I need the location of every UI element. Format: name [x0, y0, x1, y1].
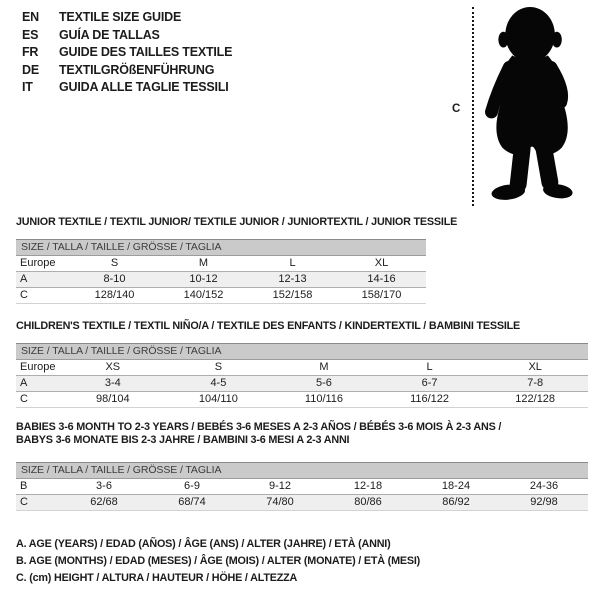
- table-title: BABYS 3-6 MONATE BIS 2-3 JAHRE / BAMBINI 3-6 MESI A 2-3 ANNI: [16, 434, 350, 446]
- babies-textile-table: [16, 421, 588, 511]
- row-label: Europe: [20, 361, 56, 373]
- table-cell: 8-10: [103, 273, 126, 285]
- row-label: C: [20, 496, 28, 508]
- table-cell: 62/68: [90, 496, 118, 508]
- legend-notes: [16, 536, 420, 587]
- row-label: A: [20, 377, 28, 389]
- table-cell: S: [214, 361, 223, 373]
- table-cell: M: [198, 257, 209, 269]
- table-row: [16, 376, 588, 392]
- toddler-silhouette-icon: [478, 2, 600, 210]
- row-label: C: [20, 393, 28, 405]
- table-cell: L: [426, 361, 433, 373]
- table-cell: 6-7: [421, 377, 438, 389]
- language-row: [22, 27, 232, 45]
- table-cell: 128/140: [94, 289, 135, 301]
- row-label: Europe: [20, 257, 56, 269]
- height-measure-dotted-line: [472, 7, 474, 206]
- table-cell: 92/98: [530, 496, 558, 508]
- table-cell: 116/122: [410, 393, 450, 405]
- row-label: C: [20, 289, 28, 301]
- table-cell: 104/110: [198, 393, 238, 405]
- table-cell: M: [319, 361, 329, 373]
- table-cell: 3-4: [104, 377, 121, 389]
- language-row: [22, 44, 232, 62]
- table-title: CHILDREN'S TEXTILE / TEXTIL NIÑO/A / TEXTILE DES ENFANTS / KINDERTEXTIL / BAMBINI TESSILE: [16, 320, 521, 332]
- table-cell: 110/116: [304, 393, 344, 405]
- height-marker-label: C: [452, 103, 461, 115]
- table-row: [16, 360, 588, 376]
- language-list: [22, 9, 232, 97]
- language-code: FR: [22, 45, 39, 59]
- table-cell: XS: [105, 361, 121, 373]
- table-row: [16, 392, 588, 408]
- legend-note: A. AGE (YEARS) / EDAD (AÑOS) / ÂGE (ANS) / ALTER (JAHRE) / ETÀ (ANNI): [16, 538, 391, 550]
- table-cell: 12-18: [353, 480, 383, 492]
- table-title: JUNIOR TEXTILE / TEXTIL JUNIOR/ TEXTILE JUNIOR / JUNIORTEXTIL / JUNIOR TESSILE: [16, 216, 458, 228]
- table-cell: 152/158: [272, 289, 313, 301]
- size-table: [16, 239, 426, 304]
- table-cell: 7-8: [527, 377, 544, 389]
- row-label: A: [20, 273, 28, 285]
- table-cell: 4-5: [210, 377, 227, 389]
- table-cell: 74/80: [266, 496, 294, 508]
- language-title: GUIDA ALLE TAGLIE TESSILI: [59, 80, 229, 94]
- legend-note: C. (cm) HEIGHT / ALTURA / HAUTEUR / HÖHE / ALTEZZA: [16, 572, 298, 584]
- language-title: TEXTILGRÖßENFÜHRUNG: [59, 62, 215, 77]
- language-row: [22, 62, 232, 80]
- table-cell: 9-12: [268, 480, 292, 492]
- table-row: [16, 495, 588, 511]
- table-cell: 86/92: [442, 496, 470, 508]
- table-cell: 80/86: [354, 496, 382, 508]
- table-row: [16, 479, 588, 495]
- table-cell: 158/170: [361, 289, 402, 301]
- table-cell: L: [289, 257, 296, 269]
- table-cell: 5-6: [316, 377, 332, 389]
- table-cell: 140/152: [183, 289, 224, 301]
- table-row: [16, 272, 426, 288]
- table-cell: 6-9: [184, 480, 200, 492]
- language-row: [22, 79, 232, 97]
- table-cell: 68/74: [178, 496, 206, 508]
- table-row: [16, 288, 426, 304]
- language-code: IT: [22, 80, 33, 94]
- language-title: GUIDE DES TAILLES TEXTILE: [59, 45, 233, 59]
- language-code: EN: [22, 10, 39, 24]
- table-cell: XL: [528, 361, 542, 373]
- language-title: GUÍA DE TALLAS: [59, 27, 160, 42]
- table-cell: XL: [374, 257, 389, 269]
- table-cell: 98/104: [95, 393, 130, 405]
- size-header-bar: SIZE / TALLA / TAILLE / GRÖSSE / TAGLIA: [16, 239, 426, 256]
- childrens-textile-table: [16, 320, 588, 408]
- table-cell: 18-24: [441, 480, 471, 492]
- size-table: [16, 462, 588, 511]
- language-title: TEXTILE SIZE GUIDE: [59, 10, 182, 24]
- table-cell: 10-12: [189, 273, 218, 285]
- legend-note: B. AGE (MONTHS) / EDAD (MESES) / ÂGE (MOIS) / ALTER (MONATE) / ETÀ (MESI): [16, 555, 421, 567]
- table-row: [16, 256, 426, 272]
- language-row: [22, 9, 232, 27]
- size-table: [16, 343, 588, 408]
- size-header-bar: SIZE / TALLA / TAILLE / GRÖSSE / TAGLIA: [16, 343, 588, 360]
- junior-textile-table: [16, 216, 458, 304]
- table-cell: 122/128: [515, 393, 556, 405]
- table-cell: 3-6: [96, 480, 112, 492]
- table-cell: 14-16: [367, 273, 396, 285]
- table-cell: 24-36: [529, 480, 559, 492]
- table-title: BABIES 3-6 MONTH TO 2-3 YEARS / BEBÉS 3-6 MESES A 2-3 AÑOS / BÉBÉS 3-6 MOIS À 2-3 ANS /: [16, 421, 502, 433]
- language-code: ES: [22, 27, 39, 42]
- size-header-bar: SIZE / TALLA / TAILLE / GRÖSSE / TAGLIA: [16, 462, 588, 479]
- language-code: DE: [22, 62, 39, 77]
- row-label: B: [20, 480, 28, 492]
- table-cell: S: [110, 257, 119, 269]
- table-cell: 12-13: [278, 273, 307, 285]
